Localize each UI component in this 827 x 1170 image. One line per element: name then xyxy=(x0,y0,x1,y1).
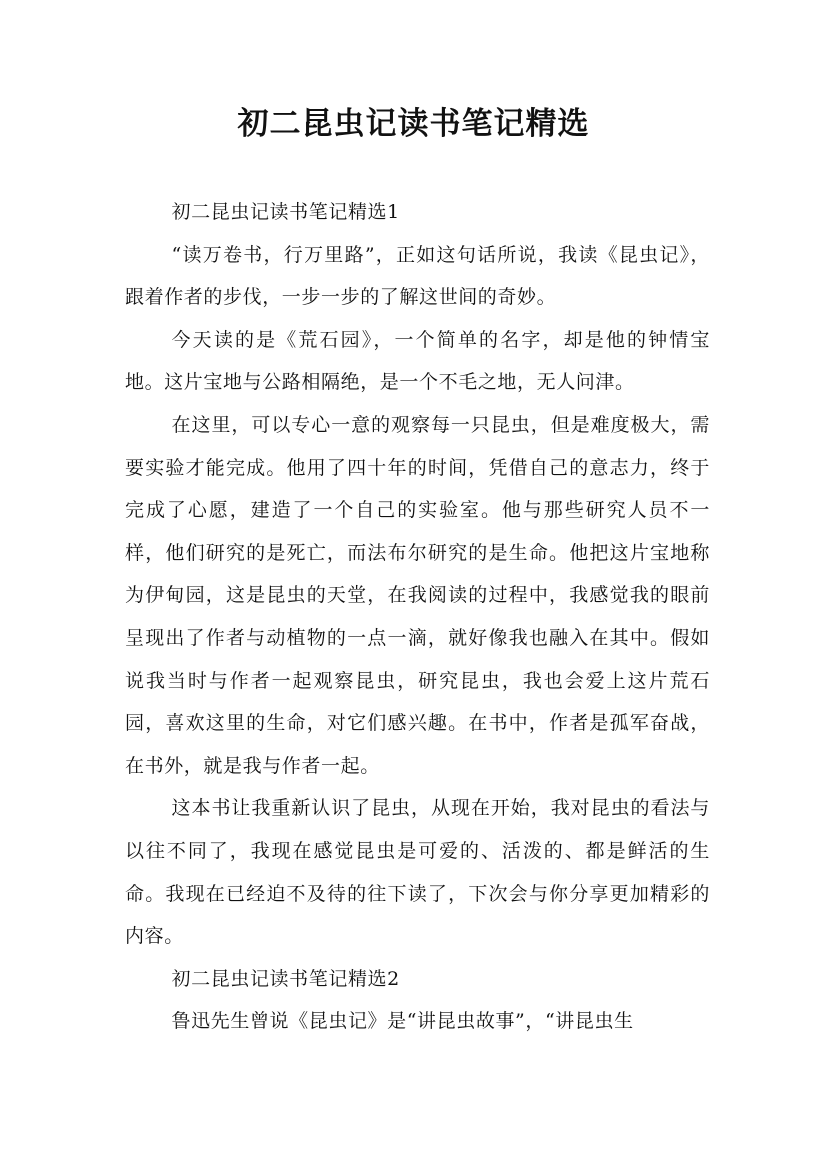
section-heading-1: 初二昆虫记读书笔记精选1 xyxy=(171,201,400,223)
document-title: 初二昆虫记读书笔记精选 xyxy=(237,106,590,142)
paragraph: 鲁迅先生曾说《昆虫记》是“讲昆虫故事”，“讲昆虫生 xyxy=(171,1010,634,1033)
paragraph: “读万卷书，行万里路”，正如这句话所说，我读《昆虫记》，跟着作者的步伐，一步一步的了解这世间的奇妙。 xyxy=(125,243,710,309)
paragraph: 这本书让我重新认识了昆虫，从现在开始，我对昆虫的看法与以往不同了，我现在感觉昆虫是可爱的、活泼的、都是鲜活的生命。我现在已经迫不及待的往下读了，下次会与你分享更加精彩的内容。 xyxy=(125,797,710,948)
section-heading-2: 初二昆虫记读书笔记精选2 xyxy=(171,967,400,990)
paragraph: 在这里，可以专心一意的观察每一只昆虫，但是难度极大，需要实验才能完成。他用了四十年的时间，凭借自己的意志力，终于完成了心愿，建造了一个自己的实验室。他与那些研究人员不一样，他们研究的是死亡，而法布尔研究的是生命。他把这片宝地称为伊甸园，这是昆虫的天堂，在我阅读的过程中，我感觉我的眼前呈现出了作者与动植物的一点一滴，就好像我也融入在其中。假如说我当时与作者一起观察昆虫，研究昆虫，我也会爱上这片荒石园，喜欢这里的生命，对它们感兴趣。在书中，作者是孤军奋战，在书外，就是我与作者一起。 xyxy=(125,413,710,777)
document-body xyxy=(125,191,710,1043)
paragraph: 今天读的是《荒石园》，一个简单的名字，却是他的钟情宝地。这片宝地与公路相隔绝，是一个不毛之地，无人问津。 xyxy=(125,328,710,394)
